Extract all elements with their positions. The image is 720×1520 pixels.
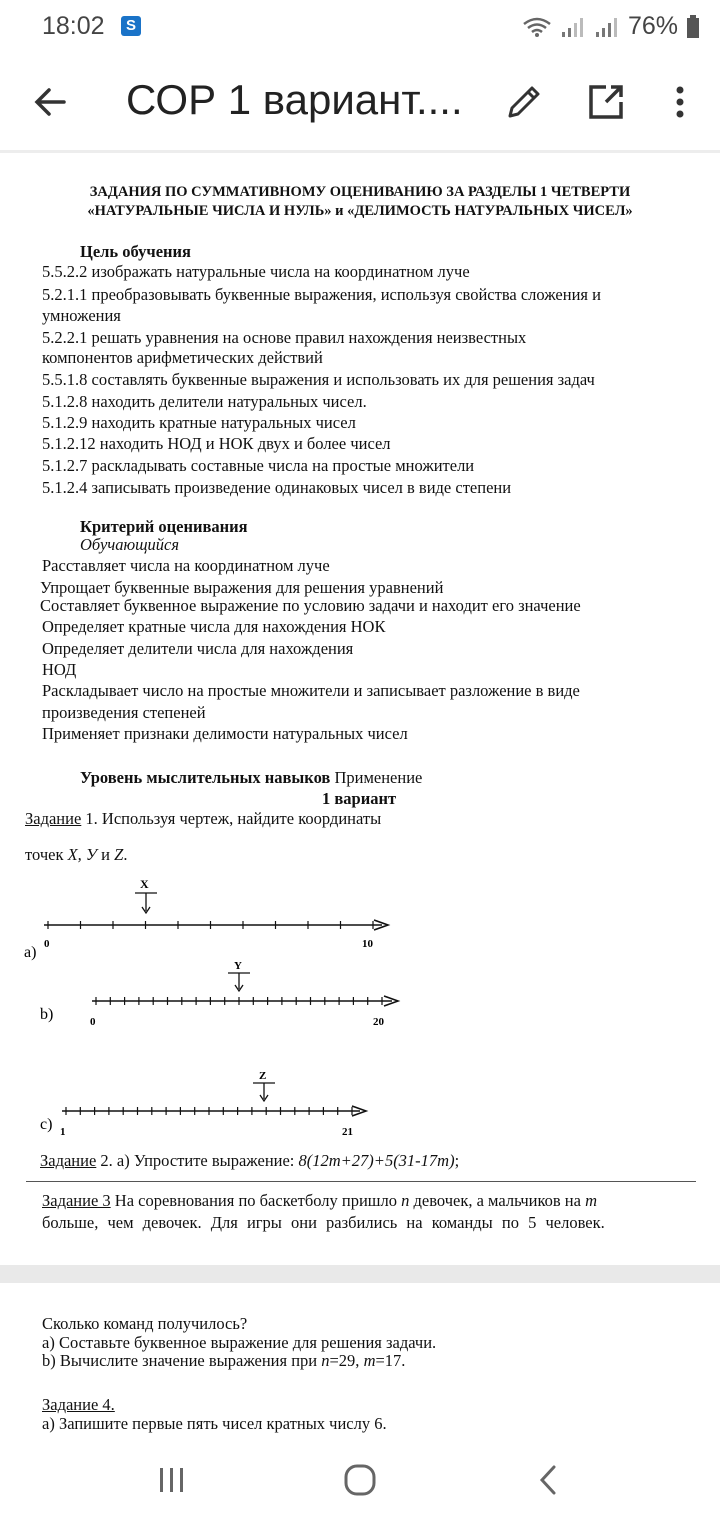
document-page-1 (0, 153, 720, 1265)
criteria-item: Определяет делители числа для нахождения (42, 639, 354, 658)
heading-line-1: ЗАДАНИЯ ПО СУММАТИВНОМУ ОЦЕНИВАНИЮ ЗА РАЗДЕЛЫ 1 ЧЕТВЕРТИ (89, 184, 631, 200)
back-arrow-icon[interactable] (30, 82, 70, 122)
home-icon[interactable] (342, 1463, 378, 1497)
task-1-points-dot: . (123, 845, 128, 864)
back-nav-icon[interactable] (536, 1463, 560, 1497)
task-3-b-pre: b) Вычислите значение выражения при (42, 1351, 322, 1370)
criteria-item: Определяет кратные числа для нахождения НОК (42, 617, 386, 636)
task-2-text (40, 1151, 459, 1171)
goal-item: 5.1.2.12 находить НОД и НОК двух и более чисел (42, 434, 391, 453)
task-3-b (42, 1351, 405, 1371)
signal-icon-2 (594, 16, 620, 38)
battery-percent: 76% (627, 12, 678, 40)
task-1-points-and: и (97, 845, 115, 864)
number-line-c (40, 1070, 366, 1138)
signal-icon (560, 16, 586, 38)
goal-item: 5.1.2.7 раскладывать составные числа на простые множители (42, 456, 475, 475)
goal-item: 5.1.2.4 записывать произведение одинаковых чисел в виде степени (42, 478, 512, 497)
point-label-y: Y (234, 960, 242, 972)
task-1-points (25, 845, 127, 865)
task-3-m: m (585, 1191, 598, 1210)
task-4-label: Задание 4. (42, 1395, 115, 1414)
task-3-line-2: больше, чем девочек. Для игры они разбились на команды по 5 человек. (42, 1213, 605, 1232)
task-1-label: Задание (25, 809, 82, 828)
number-lines-figure (0, 863, 720, 1143)
page-separator (0, 1265, 720, 1283)
document-page-2 (0, 1283, 720, 1443)
task-3-n: n (401, 1191, 410, 1210)
number-line-label: c) (40, 1116, 53, 1133)
number-line-b (40, 960, 398, 1028)
task-1-points-xy: X, У (67, 845, 98, 864)
more-options-icon[interactable] (660, 80, 700, 124)
goal-item: 5.1.2.8 находить делители натуральных чисел. (42, 392, 367, 411)
goal-item: 5.5.1.8 составлять буквенные выражения и использовать их для решения задач (42, 370, 595, 389)
task-1-text (25, 809, 381, 829)
battery-icon (686, 15, 700, 39)
criteria-subtitle: Обучающийся (80, 535, 180, 554)
criteria-item: Упрощает буквенные выражения для решения уравнений (40, 578, 444, 597)
app-bar (0, 58, 720, 150)
axis-end-label: 21 (342, 1126, 353, 1138)
criteria-item: Расставляет числа на координатном луче (42, 556, 330, 575)
number-line-label: b) (40, 1006, 54, 1023)
axis-end-label: 20 (373, 1016, 384, 1028)
task-1-points-z: Z (114, 845, 124, 864)
criteria-item: Составляет буквенное выражение по условию задачи и находит его значение (40, 596, 581, 615)
separator-line (26, 1181, 696, 1182)
thinking-level-label: Уровень мыслительных навыков (80, 768, 331, 787)
goal-item: 5.2.1.1 преобразовывать буквенные выражения, используя свойства сложения и (42, 285, 601, 304)
thinking-level (80, 768, 422, 788)
edit-pencil-icon[interactable] (502, 80, 546, 124)
axis-start-label: 0 (90, 1016, 96, 1028)
axis-start-label: 1 (60, 1126, 66, 1138)
task-3-b-mid: =29, (329, 1351, 364, 1370)
task-3-b-n: n (321, 1351, 330, 1370)
criteria-item: Раскладывает число на простые множители и записывает разложение в виде (42, 681, 580, 700)
number-line-label: a) (24, 944, 37, 961)
goal-title: Цель обучения (80, 242, 191, 261)
criteria-title: Критерий оценивания (80, 517, 248, 536)
status-bar (0, 0, 720, 58)
task-3-b-end: =17. (375, 1351, 406, 1370)
point-label-z: Z (259, 1070, 267, 1082)
goal-item: умножения (42, 306, 121, 325)
task-3-part-a: На соревнования по баскетболу пришло (110, 1191, 402, 1210)
task-3-a: а) Составьте буквенное выражение для решения задачи. (42, 1333, 437, 1352)
task-1-body: 1. Используя чертеж, найдите координаты (81, 809, 382, 828)
open-external-icon[interactable] (584, 80, 628, 124)
task-3-b-m: m (363, 1351, 376, 1370)
recent-apps-icon[interactable] (156, 1465, 188, 1495)
task-1-points-pre: точек (25, 845, 68, 864)
variant-label: 1 вариант (322, 789, 397, 808)
criteria-item: произведения степеней (42, 703, 206, 722)
point-label-x: X (140, 877, 149, 891)
task-2-expression: 8(12m+27)+5(31-17m) (298, 1151, 455, 1170)
wifi-icon (522, 16, 552, 38)
goal-item: компонентов арифметических действий (42, 348, 323, 367)
system-nav-bar (0, 1443, 720, 1520)
task-3-line-1 (42, 1191, 597, 1211)
goal-item: 5.1.2.9 находить кратные натуральных чисел (42, 413, 356, 432)
goal-item: 5.5.2.2 изображать натуральные числа на координатном луче (42, 262, 470, 281)
task-2-label: Задание (40, 1151, 97, 1170)
task-3-label: Задание 3 (42, 1191, 111, 1210)
goal-item: 5.2.2.1 решать уравнения на основе правил нахождения неизвестных (42, 328, 527, 347)
heading-line-2: «НАТУРАЛЬНЫЕ ЧИСЛА И НУЛЬ» и «ДЕЛИМОСТЬ НАТУРАЛЬНЫХ ЧИСЕЛ» (87, 203, 633, 219)
thinking-level-value: Применение (334, 768, 423, 787)
task-2-tail: ; (454, 1151, 460, 1170)
criteria-item: Применяет признаки делимости натуральных чисел (42, 724, 408, 743)
axis-end-label: 10 (362, 938, 373, 950)
task-3-question: Сколько команд получилось? (42, 1314, 248, 1333)
task-4-a: а) Запишите первые пять чисел кратных числу 6. (42, 1414, 387, 1433)
task-2-body: 2. а) Упростите выражение: (96, 1151, 299, 1170)
status-time: 18:02 (42, 12, 105, 40)
criteria-item: НОД (42, 660, 77, 679)
notification-s-icon: S (121, 16, 141, 36)
document-title: СОР 1 вариант.... (126, 76, 463, 123)
number-line-a (24, 877, 388, 961)
task-3-part-b: девочек, а мальчиков на (409, 1191, 586, 1210)
axis-start-label: 0 (44, 938, 50, 950)
